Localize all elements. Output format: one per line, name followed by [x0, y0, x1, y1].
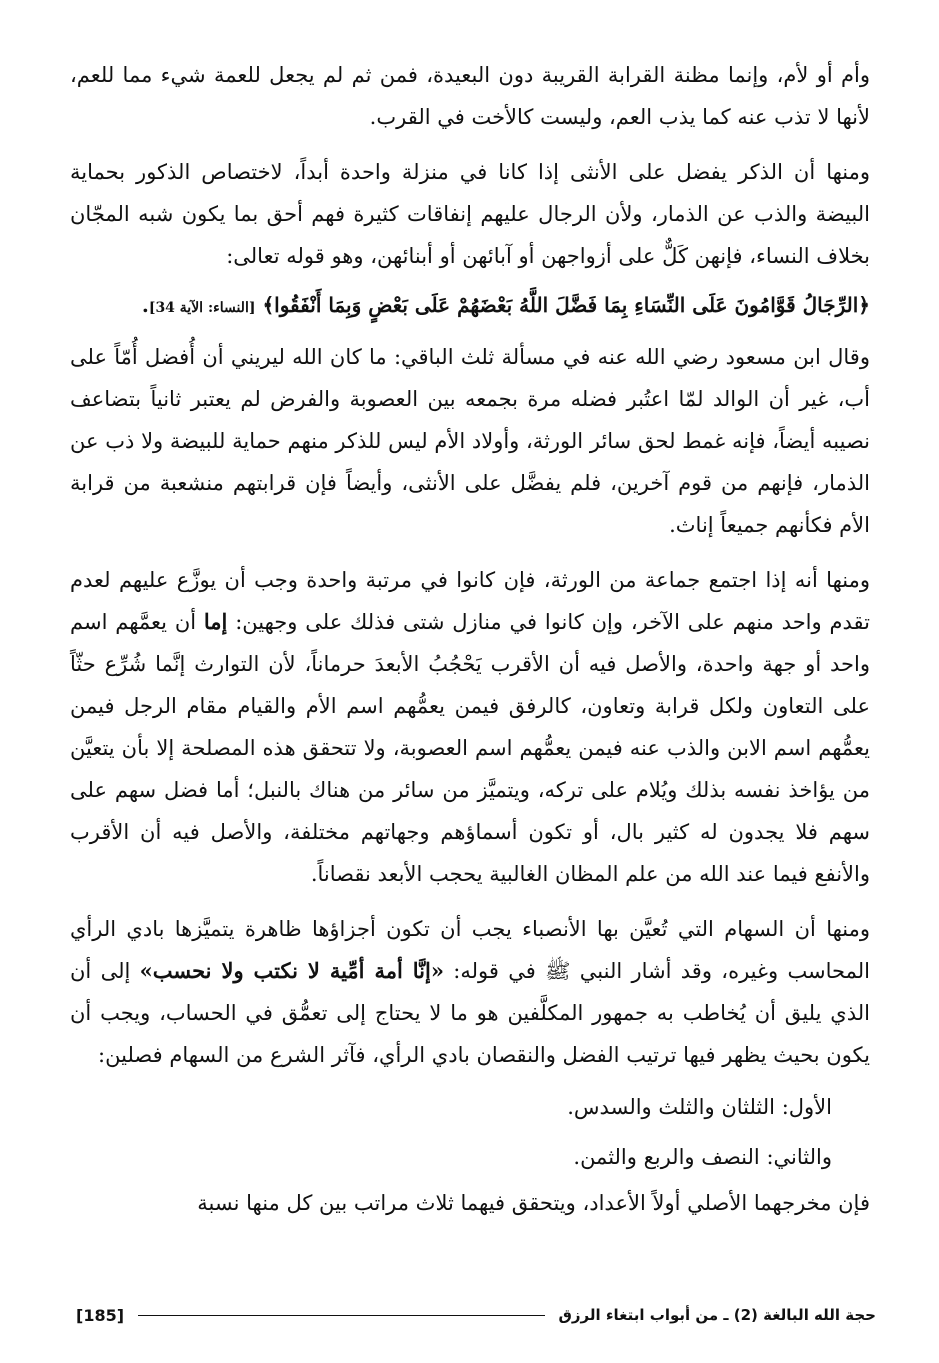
- paragraph-4: [70, 559, 870, 895]
- hadith-quote: «إنَّا أمة أمِّية لا نكتب ولا نحسب»: [139, 958, 444, 983]
- first-case-text: أن يعمَّهم اسم واحد أو جهة واحدة، والأصل فيه أن الأقرب يَحْجُبُ الأبعدَ حرماناً، لأن التوارث إنَّما شُرِّع حثّاً على التعاون ولكل قرابة وتعاون، كالرفق فيمن يعمُّهم اسم الأم والقيام مقام الرجل فيمن يعمُّهم اسم الابن والذب عنه فيمن يعمُّهم اسم العصوبة، ولا تتحقق هذه المصلحة إلا بأن يتعيَّن من يؤاخذ نفسه بذلك ويُلام على تركه، ويتميَّز من سائر من هناك بالنبل؛ أما فضل سهم على سهم فلا يجدون له كثير بال، أو تكون أسماؤهم وجهاتهم مختلفة، والأصل فيه أن الأقرب والأنفع فيما عند الله من علم المظان الغالبية يحجب الأبعد نقصاناً.: [70, 610, 870, 886]
- footer-divider: [138, 1315, 544, 1316]
- page-body: [70, 54, 870, 1237]
- paragraph-3: وقال ابن مسعود رضي الله عنه في مسألة ثلث الباقي: ما كان الله ليريني أن أُفضل أُمّاً على أب، غير أن الوالد لمّا اعتُبر فضله مرة بجمعه بين العصوبة والفرض لم يعتبر ثانياً بتضاعف نصيبه أيضاً، فإنه غمط لحق سائر الورثة، وأولاد الأم ليس للذكر منهم حماية للبيضة ولا ذب عن الذمار، فإنهم من قوم آخرين، فلم يفضَّل على الأنثى، وأيضاً فإن قرابتهم منشعبة من قرابة الأم فكأنهم جميعاً إناث.: [70, 345, 870, 537]
- paragraph-2: ومنها أن الذكر يفضل على الأنثى إذا كانا في منزلة واحدة أبداً، لاختصاص الذكور بحماية البيضة والذب عن الذمار، ولأن الرجال عليهم إنفاقات كثيرة فهم أحق بما يكون شبه المجّان بخلاف النساء، فإنهن كَلٌّ على أزواجهن أو آبائهن أو أبنائهن، وهو قوله تعالى:: [70, 160, 870, 268]
- share-second-text: النصف والربع والثمن.: [573, 1145, 760, 1169]
- first-case-label: إما: [203, 609, 228, 634]
- share-second-label: والثاني:: [766, 1145, 832, 1169]
- share-first-label: الأول:: [781, 1095, 832, 1119]
- page-footer: [76, 1300, 876, 1330]
- quran-verse-line: [70, 285, 870, 328]
- paragraph-4-intro: ومنها أنه إذا اجتمع جماعة من الورثة، فإن كانوا في مرتبة واحدة وجب أن يوزَّع عليهم لعدم تقدم واحد منهم على الآخر، وإن كانوا في منازل شتى فذلك على وجهين:: [70, 568, 870, 634]
- quran-verse-end: .: [141, 293, 149, 317]
- paragraph-5-intro: ومنها أن السهام التي تُعيَّن بها الأنصباء يجب أن تكون أجزاؤها ظاهرة يتميَّزها بادي الرأي المحاسب وغيره، وقد أشار النبي ﷺ في قوله:: [70, 917, 870, 983]
- share-first-text: الثلثان والثلث والسدس.: [567, 1095, 776, 1119]
- quran-verse: ﴿الرِّجَالُ قَوَّامُونَ عَلَى النِّسَاءِ بِمَا فَضَّلَ اللَّهُ بَعْضَهُمْ عَلَى بَعْضٍ وَبِمَا أَنْفَقُوا﴾: [262, 293, 870, 317]
- hadith-continuation: إلى أن الذي يليق أن يُخاطب به جمهور المكلَّفين هو ما لا يحتاج إلى تعمُّق في الحساب، ويجب أن يكون بحيث يظهر فيها ترتيب الفضل والنقصان بادي الرأي، فآثر الشرع من السهام فصلين:: [70, 959, 870, 1067]
- share-first: [70, 1082, 870, 1132]
- paragraph-5: [70, 908, 870, 1076]
- share-second: [70, 1132, 870, 1182]
- quran-reference: [النساء: الآية 34]: [148, 300, 256, 316]
- footer-page-number: [185]: [76, 1305, 125, 1325]
- closing-paragraph: فإن مخرجهما الأصلي أولاً الأعداد، ويتحقق فيهما ثلاث مراتب بين كل منها نسبة: [197, 1191, 870, 1215]
- paragraph-1: وأم أو لأم، وإنما مظنة القرابة القريبة دون البعيدة، فمن ثم لم يجعل للعمة شيء مما للعم، لأنها لا تذب عنه كما يذب العم، وليست كالأخت في القرب.: [70, 63, 870, 129]
- footer-book-title: حجة الله البالغة (2) ـ من أبواب ابتغاء الرزق: [558, 1306, 876, 1324]
